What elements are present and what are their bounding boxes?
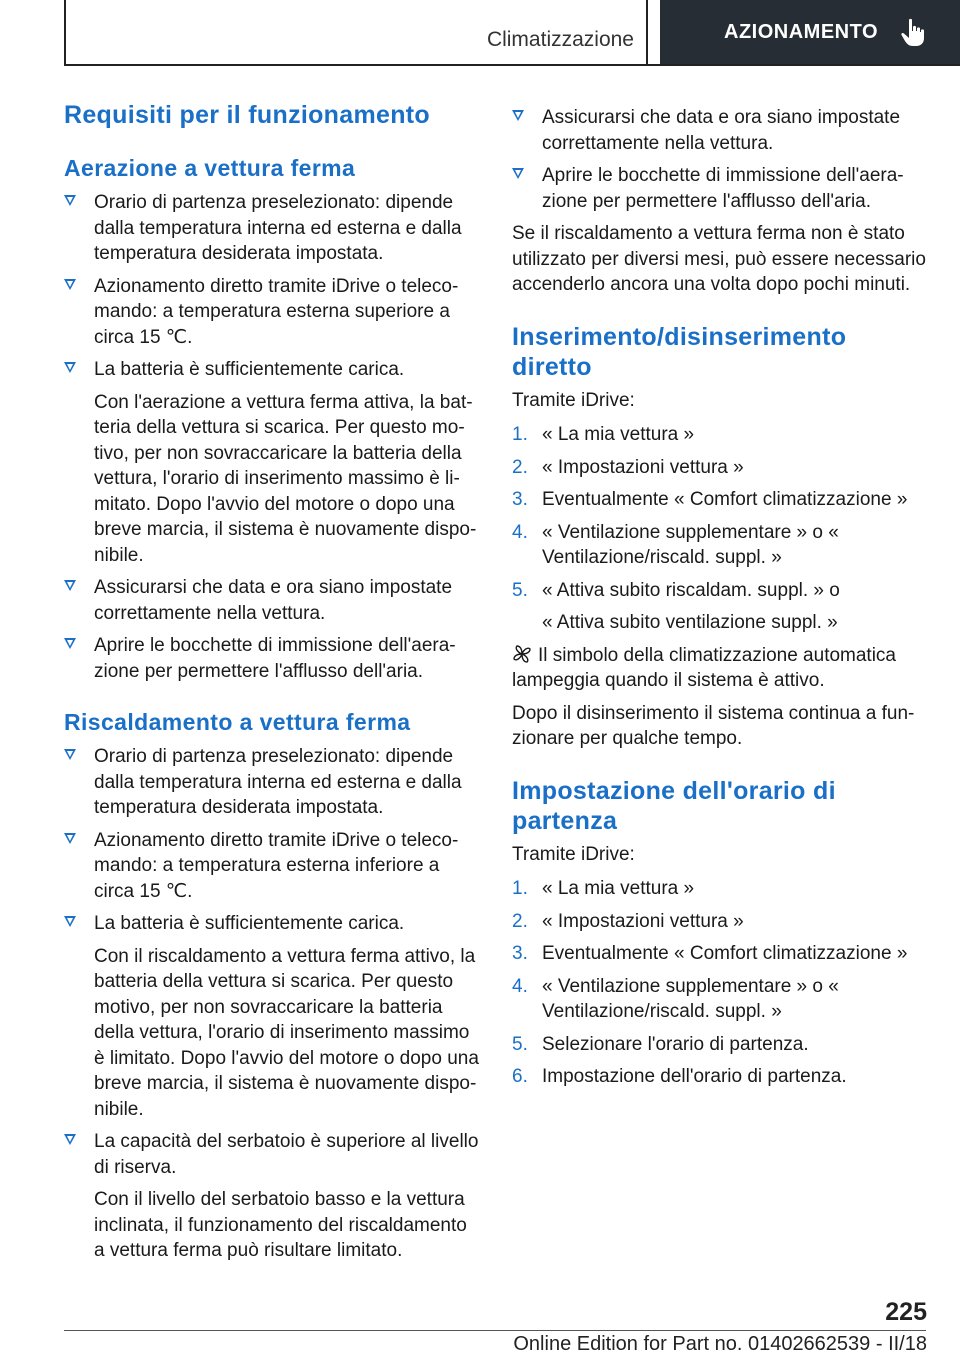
step-item: 3. Eventualmente « Comfort climatizzazione » [512,489,908,510]
bullet-triangle-icon [64,638,76,649]
bullet-triangle-icon [64,916,76,927]
step-item: 1. « La mia vettura » [512,424,695,445]
section-heading-direct: Inserimento/disinserimento diretto [512,322,847,381]
bullet-triangle-icon [64,195,76,206]
heating-note: Se il riscaldamento a vettura ferma non è stato utilizzato per diversi mesi, può essere necessario accenderlo ancora una volta dopo pochi minuti. [512,223,926,295]
list-item: La batteria è sufficientemente carica. [64,357,480,383]
battery-note: Con l'aerazione a vettura ferma attiva, la bat-teria della vettura si scarica. Per questo mo-tivo, per non sovraccaricare la batteria della vettura, l'orario di inserimento massimo è li-mitato. Dopo l'avvio del motore o dopo una breve marcia, il sistema è nuovamente dispo-nibile. [94,391,477,566]
symbol-note: Il simbolo della climatizzazione automatica lampeggia quando il sistema è attivo. [512,644,896,691]
bullet-triangle-icon [64,833,76,844]
list-item: Azionamento diretto tramite iDrive o teleco-mando: a temperatura esterna superiore a circa 15 ℃. [64,274,480,351]
chapter-tab[interactable] [660,0,960,65]
subheading-ventilation: Aerazione a vettura ferma [64,155,356,181]
bullet-triangle-icon [64,279,76,290]
bullet-triangle-icon [64,362,76,373]
list-item: Azionamento diretto tramite iDrive o teleco-mando: a temperatura esterna inferiore a circa 15 ℃. [64,828,480,905]
chapter-title: AZIONAMENTO [724,21,879,43]
page-number: 225 [885,1298,927,1326]
list-item: Aprire le bocchette di immissione dell'aera-zione per permettere l'afflusso dell'aria. [64,633,480,684]
step-item: 2. « Impostazioni vettura » [512,910,744,932]
step-item: 5. « Attiva subito riscaldam. suppl. » o [512,579,840,601]
header-divider [64,64,960,66]
list-item: Assicurarsi che data e ora siano impostate correttamente nella vettura. [64,575,480,626]
section-title: Climatizzazione [486,28,634,51]
right-column [512,100,926,1090]
step-item: 6. Impostazione dell'orario di partenza. [512,1066,847,1087]
step-item: 4. « Ventilazione supplementare » o « Ventilazione/riscald. suppl. » [512,521,839,568]
bullet-triangle-icon [512,110,524,121]
step-item: 5. Selezionare l'orario di partenza. [512,1033,809,1055]
bullet-triangle-icon [64,580,76,591]
bullet-triangle-icon [512,168,524,179]
hand-pointer-icon [900,18,926,48]
list-item: Orario di partenza preselezionato: dipende dalla temperatura interna ed esterna e dalla temperatura desiderata impostata. [64,744,480,821]
bullet-triangle-icon [64,1134,76,1145]
section-heading-departure: Impostazione dell'orario di partenza [512,776,836,835]
list-item: Assicurarsi che data e ora siano impostate correttamente nella vettura. [512,105,926,156]
list-item: Orario di partenza preselezionato: dipende dalla temperatura interna ed esterna e dalla temperatura desiderata impostata. [64,190,480,267]
subheading-heating: Riscaldamento a vettura ferma [64,709,411,735]
left-column [64,100,480,1264]
step-continuation: « Attiva subito ventilazione suppl. » [542,612,838,633]
climate-fan-icon [512,644,532,664]
intro-text: Tramite iDrive: [512,389,635,411]
step-item: 2. « Impostazioni vettura » [512,456,744,478]
battery-note: Con il riscaldamento a vettura ferma attivo, la batteria della vettura si scarica. Per questo motivo, per non sovraccaricare la batteria della vettura, l'orario di inserimento massimo è limitato. Dopo l'avvio del motore o dopo una breve marcia, il sistema è nuovamente dispo-nibile. [94,945,479,1120]
step-item: 3. Eventualmente « Comfort climatizzazione » [512,943,908,964]
footer-divider [64,1330,926,1331]
section-heading-requirements: Requisiti per il funzionamento [64,101,430,129]
step-item: 4. « Ventilazione supplementare » o « Ventilazione/riscald. suppl. » [512,975,839,1022]
step-item: 1. « La mia vettura » [512,878,695,899]
list-item: La batteria è sufficientemente carica. [64,911,480,937]
list-item: Aprire le bocchette di immissione dell'aera-zione per permettere l'afflusso dell'aria. [512,163,926,214]
intro-text: Tramite iDrive: [512,843,635,865]
list-item: La capacità del serbatoio è superiore al livello di riserva. [64,1129,480,1180]
edition-info: Online Edition for Part no. 01402662539 - II/18 [513,1333,927,1355]
bullet-triangle-icon [64,749,76,760]
tank-note: Con il livello del serbatoio basso e la vettura inclinata, il funzionamento del riscaldamento a vettura ferma può risultare limitato. [94,1189,467,1261]
off-note: Dopo il disinserimento il sistema continua a fun-zionare per qualche tempo. [512,702,915,749]
